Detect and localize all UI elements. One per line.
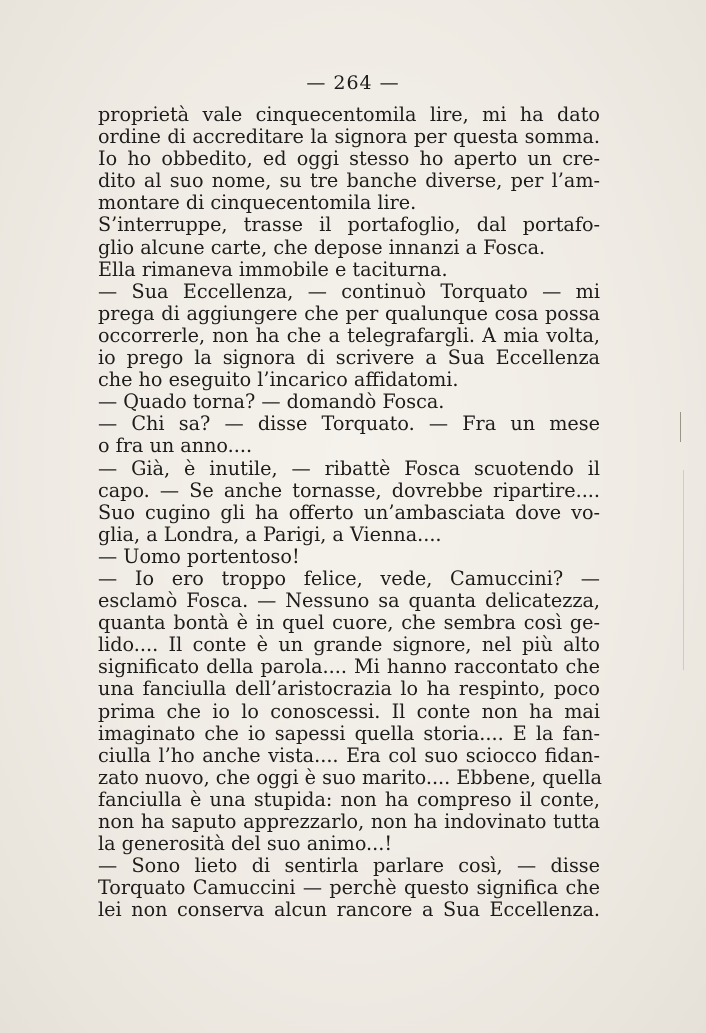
text-line: — Uomo portentoso!: [98, 544, 300, 568]
text-line: significato della parola.... Mi hanno raccontato che: [98, 655, 600, 679]
text-line: prima che io lo conoscessi. Il conte non ha mai: [98, 699, 600, 723]
text-line: Torquato Camuccini — perchè questo significa che: [98, 876, 600, 900]
text-line: dito al suo nome, su tre banche diverse, per l’am-: [98, 169, 600, 193]
text-line: — Quado torna? — domandò Fosca.: [98, 390, 445, 414]
text-line: Ella rimaneva immobile e taciturna.: [98, 257, 448, 281]
text-line: glio alcune carte, che depose innanzi a Fosca.: [98, 235, 546, 259]
text-line: esclamò Fosca. — Nessuno sa quanta delicatezza,: [98, 589, 600, 613]
text-line: lei non conserva alcun rancore a Sua Eccellenza.: [98, 898, 600, 922]
text-line: montare di cinquecentomila lire.: [98, 191, 417, 215]
text-line: zato nuovo, che oggi è suo marito.... Ebbene, quella: [98, 765, 602, 789]
text-line: o fra un anno....: [98, 434, 253, 458]
margin-mark-top: [680, 412, 681, 442]
page-number: — 264 —: [306, 72, 400, 94]
text-line: prega di aggiungere che per qualunque cosa possa: [98, 301, 600, 325]
text-line: Suo cugino gli ha offerto un’ambasciata dove vo-: [98, 500, 600, 524]
text-line: — Sua Eccellenza, — continuò Torquato — mi: [98, 279, 600, 303]
margin-mark-middle: [683, 470, 684, 670]
text-line: S’interruppe, trasse il portafoglio, dal portafo-: [98, 213, 600, 237]
text-line: — Chi sa? — disse Torquato. — Fra un mese: [98, 412, 600, 436]
text-line: non ha saputo apprezzarlo, non ha indovinato tutta: [98, 810, 600, 833]
text-line: fanciulla è una stupida: non ha compreso il conte,: [98, 787, 600, 811]
text-line: Io ho obbedito, ed oggi stesso ho aperto un cre-: [98, 147, 600, 171]
text-line: quanta bontà è in quel cuore, che sembra così ge-: [98, 611, 600, 635]
text-line: — Già, è inutile, — ribattè Fosca scuotendo il: [98, 456, 600, 480]
text-line: glia, a Londra, a Parigi, a Vienna....: [98, 522, 442, 546]
text-line: lido.... Il conte è un grande signore, nel più alto: [98, 633, 600, 657]
text-line: — Sono lieto di sentirla parlare così, — disse: [98, 854, 600, 878]
text-line: occorrerle, non ha che a telegrafargli. A mia volta,: [98, 323, 600, 347]
text-line: proprietà vale cinquecentomila lire, mi ha dato: [98, 103, 600, 126]
text-line: la generosità del suo animo...!: [98, 832, 393, 856]
text-line: che ho eseguito l’incarico affidatomi.: [98, 368, 459, 392]
text-line: imaginato che io sapessi quella storia.... E la fan-: [98, 721, 600, 745]
text-line: io prego la signora di scrivere a Sua Eccellenza: [98, 346, 600, 370]
text-line: — Io ero troppo felice, vede, Camuccini? —: [98, 566, 600, 590]
body-text: [98, 104, 600, 921]
text-line: una fanciulla dell’aristocrazia lo ha respinto, poco: [98, 677, 600, 701]
text-line: ciulla l’ho anche vista.... Era col suo sciocco fidan-: [98, 743, 600, 767]
text-line: ordine di accreditare la signora per questa somma.: [98, 125, 600, 149]
text-line: capo. — Se anche tornasse, dovrebbe ripartire....: [98, 478, 600, 502]
